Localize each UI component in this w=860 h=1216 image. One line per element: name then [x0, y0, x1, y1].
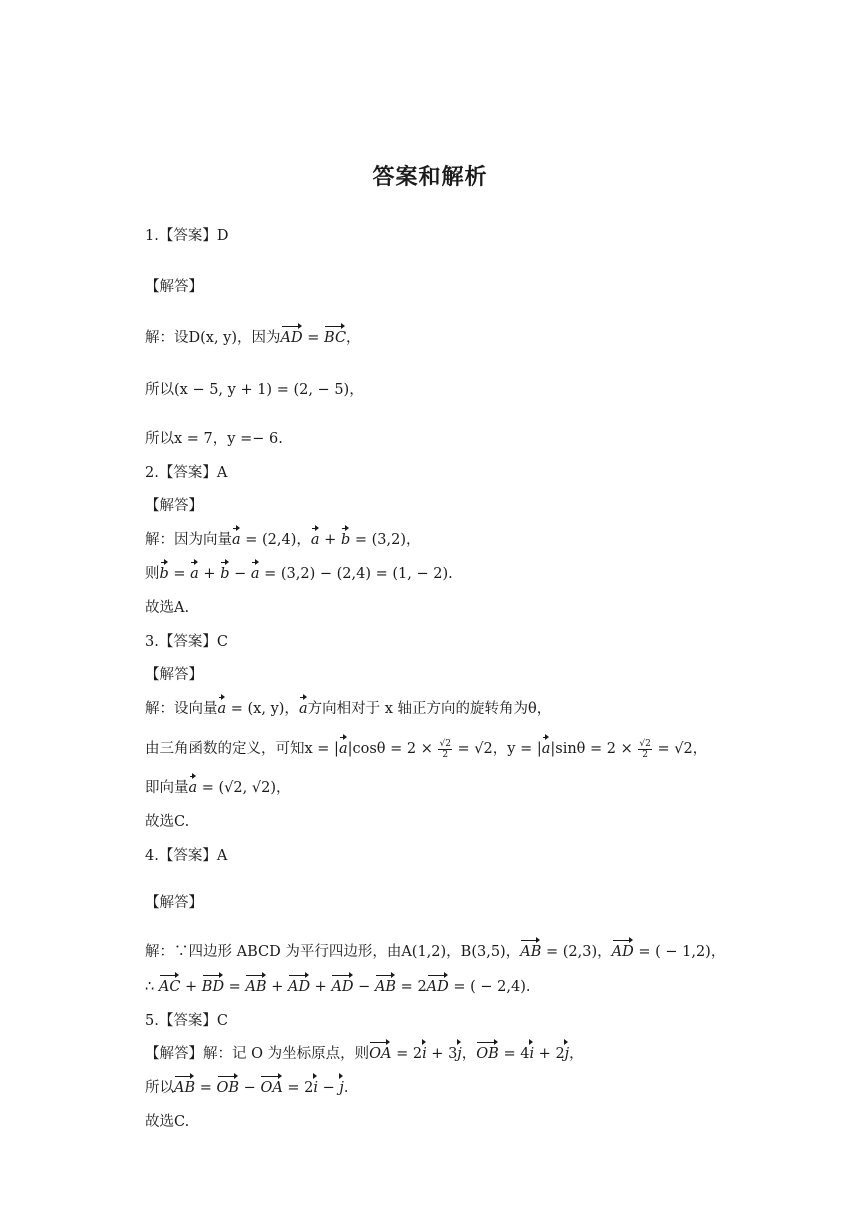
vector-b: b: [160, 563, 169, 585]
vector-j: j: [339, 1077, 344, 1099]
text: +: [266, 979, 288, 995]
text: =: [302, 330, 325, 346]
vector-a: a: [251, 563, 260, 585]
text: 解：∵四边形 ABCD 为平行四边形，由A(1,2)，B(3,5)，: [145, 944, 521, 960]
text: = (3,2) − (2,4) = (1, − 2).: [259, 566, 453, 582]
vector-ob: OB: [476, 1043, 499, 1065]
text: 方向相对于 x 轴正方向的旋转角为θ，: [307, 701, 552, 717]
vector-ab: AB: [375, 976, 396, 998]
vector-ad: AD: [281, 327, 303, 349]
text: = (√2, √2)，: [197, 780, 291, 796]
q2-step-2: [145, 563, 825, 585]
denominator: 2: [642, 749, 648, 760]
vector-j: j: [565, 1043, 570, 1065]
text: = (x, y)，: [226, 701, 299, 717]
q3-step-4: 故选C.: [145, 814, 190, 830]
q1-answer: 1.【答案】D: [145, 228, 229, 244]
q2-solution-label: 【解答】: [145, 498, 203, 514]
vector-j: j: [457, 1043, 462, 1065]
text: 所以: [145, 1080, 174, 1096]
fraction: [638, 739, 651, 760]
q2-step-3: 故选A.: [145, 600, 190, 616]
vector-ad: AD: [331, 976, 353, 998]
q1-step-3: 所以x = 7，y =− 6.: [145, 431, 283, 447]
vector-oa: OA: [369, 1043, 391, 1065]
q4-step-2: [145, 976, 825, 998]
vector-oa: OA: [260, 1077, 282, 1099]
text: = (2,3)，: [541, 944, 612, 960]
vector-ad: AD: [288, 976, 310, 998]
q4-answer: 4.【答案】A: [145, 848, 228, 864]
text: =: [168, 566, 191, 582]
vector-i: i: [422, 1043, 427, 1065]
text: = 2: [396, 979, 427, 995]
text: +: [310, 979, 332, 995]
numerator: √2: [639, 738, 651, 749]
vector-a: a: [339, 738, 348, 760]
text: |sinθ = 2 ×: [550, 741, 638, 757]
vector-a: a: [190, 563, 199, 585]
vector-i: i: [529, 1043, 534, 1065]
vector-bd: BD: [202, 976, 224, 998]
vector-ab: AB: [520, 941, 541, 963]
text: 由三角函数的定义，可知x = |: [145, 741, 339, 757]
q5-answer: 5.【答案】C: [145, 1013, 228, 1029]
vector-i: i: [313, 1077, 318, 1099]
text: 解：设: [145, 330, 189, 346]
text: +: [180, 979, 202, 995]
q5-step-2: [145, 1077, 825, 1099]
text: .: [343, 1080, 349, 1096]
vector-a: a: [542, 738, 551, 760]
q5-step-1: [145, 1043, 825, 1065]
text: + 3: [426, 1046, 458, 1062]
text: 【解答】解：记 O 为坐标原点，则: [145, 1046, 370, 1062]
text: = √2，y = |: [452, 741, 542, 757]
text: 解：因为向量: [145, 532, 232, 548]
vector-ac: AC: [159, 976, 181, 998]
vector-b: b: [341, 529, 350, 551]
q4-step-1: [145, 941, 825, 963]
text: −: [318, 1080, 340, 1096]
denominator: 2: [442, 749, 449, 760]
q2-step-1: [145, 529, 825, 551]
text: +: [198, 566, 221, 582]
text: =: [224, 979, 246, 995]
vector-ob: OB: [217, 1077, 240, 1099]
q3-step-3: [145, 777, 825, 799]
text: ，因为: [237, 330, 281, 346]
text: = 2: [282, 1080, 314, 1096]
vector-a: a: [299, 698, 308, 720]
text: + 2: [534, 1046, 565, 1062]
text: = √2，: [652, 741, 708, 757]
text: = (2,4)，: [240, 532, 311, 548]
text: 则: [145, 566, 160, 582]
text: = 4: [498, 1046, 530, 1062]
q4-solution-label: 【解答】: [145, 895, 203, 911]
vector-bc: BC: [324, 327, 346, 349]
text: = 2: [391, 1046, 423, 1062]
page-title: 答案和解析: [372, 165, 488, 190]
q1-step-2: 所以(x − 5, y + 1) = (2, − 5)，: [145, 382, 364, 398]
q1-step-1: [145, 327, 825, 349]
q3-step-1: [145, 698, 825, 720]
point-d: D(x, y): [188, 330, 238, 346]
text: 即向量: [145, 780, 189, 796]
text: 解：设向量: [145, 701, 218, 717]
text: ，: [569, 1046, 584, 1062]
text: −: [229, 566, 251, 582]
vector-ad: AD: [427, 976, 449, 998]
q3-step-2: [145, 738, 825, 760]
vector-a: a: [218, 698, 227, 720]
text: −: [239, 1080, 261, 1096]
q3-answer: 3.【答案】C: [145, 634, 228, 650]
vector-a: a: [189, 777, 198, 799]
text: ∴: [145, 979, 159, 995]
text: = ( − 2,4).: [448, 979, 531, 995]
q5-step-3: 故选C.: [145, 1114, 190, 1130]
text: =: [195, 1080, 217, 1096]
text: = (3,2)，: [350, 532, 421, 548]
fraction: [438, 739, 451, 760]
vector-ab: AB: [174, 1077, 195, 1099]
q3-solution-label: 【解答】: [145, 667, 203, 683]
text: +: [319, 532, 341, 548]
vector-ad: AD: [612, 941, 634, 963]
text: ，: [346, 330, 361, 346]
vector-b: b: [220, 563, 229, 585]
text: ，: [461, 1046, 477, 1062]
text: −: [353, 979, 375, 995]
vector-a: a: [232, 529, 241, 551]
q1-solution-label: 【解答】: [145, 279, 203, 295]
vector-ab: AB: [245, 976, 266, 998]
text: |cosθ = 2 ×: [347, 741, 438, 757]
numerator: √2: [439, 738, 451, 749]
vector-a: a: [311, 529, 320, 551]
text: = ( − 1,2)，: [633, 944, 726, 960]
q2-answer: 2.【答案】A: [145, 465, 228, 481]
